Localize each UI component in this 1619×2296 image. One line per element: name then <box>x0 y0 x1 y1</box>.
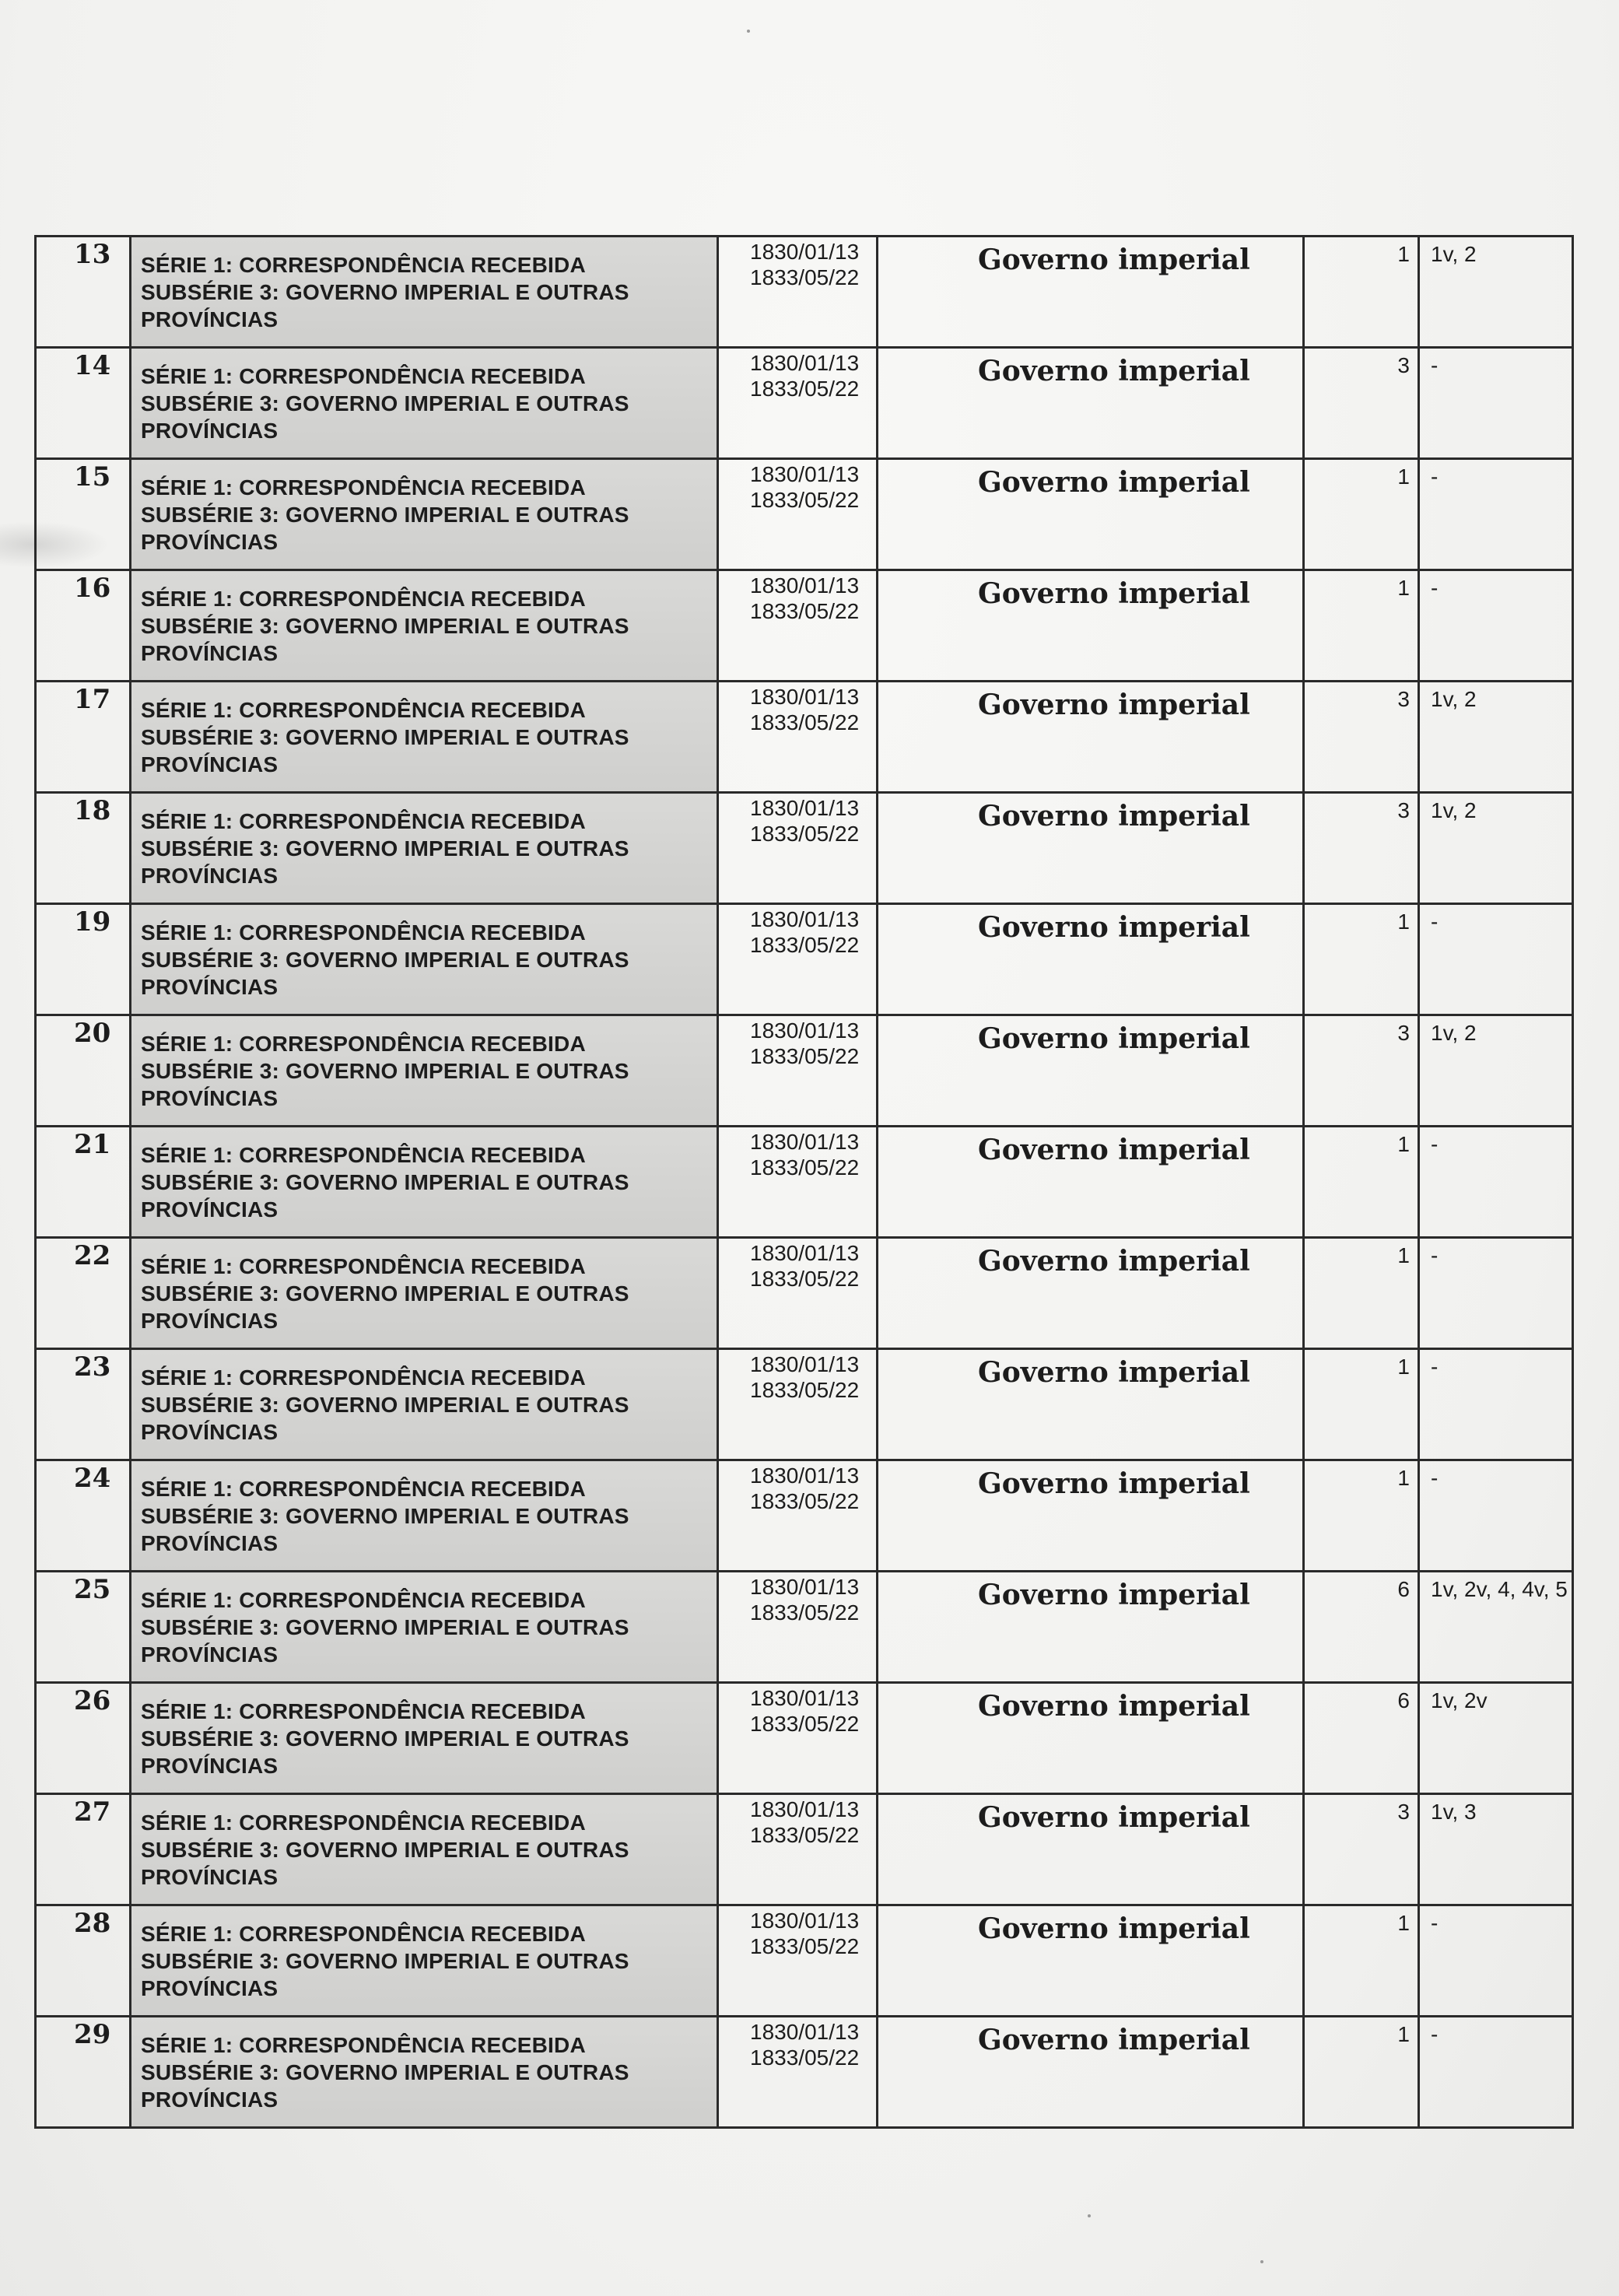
date-range <box>718 459 878 570</box>
producer: Governo imperial <box>878 1238 1304 1349</box>
date-end: 1833/05/22 <box>750 1155 860 1180</box>
series-title-line: SUBSÉRIE 3: GOVERNO IMPERIAL E OUTRAS <box>141 1838 629 1862</box>
series-title-line: SÉRIE 1: CORRESPONDÊNCIA RECEBIDA <box>141 1588 586 1612</box>
producer: Governo imperial <box>878 570 1304 682</box>
scan-speck <box>747 30 750 33</box>
date-range <box>718 1905 878 2017</box>
quantity: 6 <box>1304 1572 1419 1683</box>
date-start: 1830/01/13 <box>750 573 860 598</box>
folios: - <box>1419 348 1573 459</box>
table-row <box>36 570 1573 682</box>
item-number: 26 <box>36 1683 131 1794</box>
date-range <box>718 682 878 793</box>
series-title <box>131 348 718 459</box>
date-start: 1830/01/13 <box>750 1797 860 1821</box>
date-start: 1830/01/13 <box>750 2020 860 2044</box>
series-title-line: SÉRIE 1: CORRESPONDÊNCIA RECEBIDA <box>141 1365 586 1390</box>
date-start: 1830/01/13 <box>750 1575 860 1599</box>
series-title <box>131 1015 718 1127</box>
series-title-line: PROVÍNCIAS <box>141 864 279 888</box>
series-title <box>131 1349 718 1460</box>
series-title-line: SUBSÉRIE 3: GOVERNO IMPERIAL E OUTRAS <box>141 725 629 749</box>
folios: - <box>1419 1905 1573 2017</box>
inventory-table-body <box>36 237 1573 2128</box>
series-title-line: SÉRIE 1: CORRESPONDÊNCIA RECEBIDA <box>141 2033 586 2057</box>
item-number: 27 <box>36 1794 131 1905</box>
table-row <box>36 682 1573 793</box>
date-start: 1830/01/13 <box>750 1463 860 1488</box>
folios: - <box>1419 1460 1573 1572</box>
date-end: 1833/05/22 <box>750 822 860 846</box>
item-number: 21 <box>36 1127 131 1238</box>
item-number: 24 <box>36 1460 131 1572</box>
producer: Governo imperial <box>878 237 1304 348</box>
table-row <box>36 1238 1573 1349</box>
series-title-line: SUBSÉRIE 3: GOVERNO IMPERIAL E OUTRAS <box>141 1281 629 1306</box>
date-end: 1833/05/22 <box>750 1378 860 1402</box>
table-row <box>36 904 1573 1015</box>
series-title-line: SUBSÉRIE 3: GOVERNO IMPERIAL E OUTRAS <box>141 2060 629 2084</box>
folios: 1v, 2 <box>1419 1015 1573 1127</box>
series-title <box>131 1460 718 1572</box>
series-title-line: SÉRIE 1: CORRESPONDÊNCIA RECEBIDA <box>141 809 586 833</box>
folios: 1v, 2 <box>1419 793 1573 904</box>
item-number: 20 <box>36 1015 131 1127</box>
quantity: 1 <box>1304 1127 1419 1238</box>
folios: - <box>1419 904 1573 1015</box>
series-title-line: SUBSÉRIE 3: GOVERNO IMPERIAL E OUTRAS <box>141 1170 629 1194</box>
table-row <box>36 1015 1573 1127</box>
series-title <box>131 1238 718 1349</box>
date-start: 1830/01/13 <box>750 1909 860 1933</box>
folios: 1v, 2v, 4, 4v, 5 <box>1419 1572 1573 1683</box>
series-title-line: PROVÍNCIAS <box>141 1420 279 1444</box>
series-title <box>131 1794 718 1905</box>
item-number: 15 <box>36 459 131 570</box>
quantity: 3 <box>1304 793 1419 904</box>
series-title <box>131 682 718 793</box>
series-title-line: PROVÍNCIAS <box>141 1754 279 1778</box>
item-number: 13 <box>36 237 131 348</box>
item-number: 25 <box>36 1572 131 1683</box>
series-title-line: SÉRIE 1: CORRESPONDÊNCIA RECEBIDA <box>141 1922 586 1946</box>
series-title-line: SUBSÉRIE 3: GOVERNO IMPERIAL E OUTRAS <box>141 1615 629 1639</box>
series-title-line: SÉRIE 1: CORRESPONDÊNCIA RECEBIDA <box>141 698 586 722</box>
series-title-line: SUBSÉRIE 3: GOVERNO IMPERIAL E OUTRAS <box>141 1393 629 1417</box>
producer: Governo imperial <box>878 904 1304 1015</box>
series-title <box>131 1683 718 1794</box>
item-number: 29 <box>36 2017 131 2128</box>
series-title-line: PROVÍNCIAS <box>141 1309 279 1333</box>
series-title-line: PROVÍNCIAS <box>141 1086 279 1110</box>
producer: Governo imperial <box>878 459 1304 570</box>
item-number: 17 <box>36 682 131 793</box>
series-title <box>131 1905 718 2017</box>
date-end: 1833/05/22 <box>750 377 860 401</box>
series-title-line: SUBSÉRIE 3: GOVERNO IMPERIAL E OUTRAS <box>141 836 629 861</box>
quantity: 1 <box>1304 904 1419 1015</box>
date-end: 1833/05/22 <box>750 1600 860 1625</box>
date-end: 1833/05/22 <box>750 488 860 512</box>
quantity: 1 <box>1304 1460 1419 1572</box>
series-title-line: SUBSÉRIE 3: GOVERNO IMPERIAL E OUTRAS <box>141 503 629 527</box>
table-row <box>36 2017 1573 2128</box>
quantity: 1 <box>1304 1238 1419 1349</box>
table-row <box>36 1127 1573 1238</box>
producer: Governo imperial <box>878 1460 1304 1572</box>
folios: 1v, 2 <box>1419 237 1573 348</box>
series-title-line: SÉRIE 1: CORRESPONDÊNCIA RECEBIDA <box>141 1477 586 1501</box>
series-title <box>131 793 718 904</box>
series-title-line: PROVÍNCIAS <box>141 1865 279 1889</box>
quantity: 3 <box>1304 348 1419 459</box>
folios: - <box>1419 459 1573 570</box>
series-title-line: SÉRIE 1: CORRESPONDÊNCIA RECEBIDA <box>141 1143 586 1167</box>
series-title-line: SUBSÉRIE 3: GOVERNO IMPERIAL E OUTRAS <box>141 1726 629 1751</box>
item-number: 18 <box>36 793 131 904</box>
table-row <box>36 1572 1573 1683</box>
date-end: 1833/05/22 <box>750 1044 860 1068</box>
date-range <box>718 1794 878 1905</box>
producer: Governo imperial <box>878 348 1304 459</box>
date-start: 1830/01/13 <box>750 1130 860 1154</box>
series-title-line: SÉRIE 1: CORRESPONDÊNCIA RECEBIDA <box>141 364 586 388</box>
item-number: 19 <box>36 904 131 1015</box>
date-end: 1833/05/22 <box>750 2045 860 2070</box>
series-title-line: SÉRIE 1: CORRESPONDÊNCIA RECEBIDA <box>141 1032 586 1056</box>
date-end: 1833/05/22 <box>750 1934 860 1958</box>
producer: Governo imperial <box>878 1683 1304 1794</box>
folios: - <box>1419 2017 1573 2128</box>
item-number: 14 <box>36 348 131 459</box>
series-title <box>131 1127 718 1238</box>
series-title-line: SÉRIE 1: CORRESPONDÊNCIA RECEBIDA <box>141 475 586 500</box>
series-title <box>131 237 718 348</box>
producer: Governo imperial <box>878 1349 1304 1460</box>
date-end: 1833/05/22 <box>750 599 860 623</box>
series-title-line: PROVÍNCIAS <box>141 419 279 443</box>
series-title-line: PROVÍNCIAS <box>141 530 279 554</box>
series-title-line: SÉRIE 1: CORRESPONDÊNCIA RECEBIDA <box>141 587 586 611</box>
date-start: 1830/01/13 <box>750 1241 860 1265</box>
folios: - <box>1419 1349 1573 1460</box>
producer: Governo imperial <box>878 2017 1304 2128</box>
series-title-line: SÉRIE 1: CORRESPONDÊNCIA RECEBIDA <box>141 1811 586 1835</box>
table-row <box>36 1683 1573 1794</box>
folios: - <box>1419 1238 1573 1349</box>
table-row <box>36 1794 1573 1905</box>
folios: 1v, 3 <box>1419 1794 1573 1905</box>
date-end: 1833/05/22 <box>750 1823 860 1847</box>
producer: Governo imperial <box>878 1127 1304 1238</box>
item-number: 23 <box>36 1349 131 1460</box>
date-range <box>718 793 878 904</box>
producer: Governo imperial <box>878 793 1304 904</box>
date-range <box>718 570 878 682</box>
quantity: 1 <box>1304 2017 1419 2128</box>
date-start: 1830/01/13 <box>750 685 860 709</box>
series-title <box>131 459 718 570</box>
series-title-line: PROVÍNCIAS <box>141 1531 279 1555</box>
series-title-line: SUBSÉRIE 3: GOVERNO IMPERIAL E OUTRAS <box>141 280 629 304</box>
table-row <box>36 348 1573 459</box>
date-range <box>718 1015 878 1127</box>
series-title-line: PROVÍNCIAS <box>141 641 279 665</box>
table-row <box>36 459 1573 570</box>
series-title-line: PROVÍNCIAS <box>141 307 279 331</box>
date-start: 1830/01/13 <box>750 1352 860 1376</box>
series-title-line: PROVÍNCIAS <box>141 975 279 999</box>
series-title-line: SÉRIE 1: CORRESPONDÊNCIA RECEBIDA <box>141 1699 586 1723</box>
date-range <box>718 1127 878 1238</box>
series-title-line: SÉRIE 1: CORRESPONDÊNCIA RECEBIDA <box>141 920 586 945</box>
date-start: 1830/01/13 <box>750 1018 860 1043</box>
producer: Governo imperial <box>878 682 1304 793</box>
item-number: 28 <box>36 1905 131 2017</box>
item-number: 22 <box>36 1238 131 1349</box>
date-range <box>718 1460 878 1572</box>
folios: 1v, 2 <box>1419 682 1573 793</box>
series-title <box>131 2017 718 2128</box>
series-title <box>131 570 718 682</box>
series-title-line: SUBSÉRIE 3: GOVERNO IMPERIAL E OUTRAS <box>141 948 629 972</box>
series-title-line: PROVÍNCIAS <box>141 2087 279 2112</box>
date-start: 1830/01/13 <box>750 796 860 820</box>
quantity: 1 <box>1304 570 1419 682</box>
date-start: 1830/01/13 <box>750 240 860 264</box>
date-range <box>718 2017 878 2128</box>
quantity: 1 <box>1304 1349 1419 1460</box>
table-row <box>36 1349 1573 1460</box>
date-start: 1830/01/13 <box>750 462 860 486</box>
producer: Governo imperial <box>878 1905 1304 2017</box>
series-title-line: SUBSÉRIE 3: GOVERNO IMPERIAL E OUTRAS <box>141 1504 629 1528</box>
date-range <box>718 237 878 348</box>
series-title <box>131 904 718 1015</box>
date-range <box>718 904 878 1015</box>
scan-speck <box>1260 2260 1263 2263</box>
table-row <box>36 237 1573 348</box>
table-row <box>36 793 1573 904</box>
series-title-line: PROVÍNCIAS <box>141 752 279 776</box>
inventory-table <box>34 235 1574 2129</box>
quantity: 3 <box>1304 1015 1419 1127</box>
scan-speck <box>1088 2214 1091 2217</box>
date-range <box>718 1349 878 1460</box>
series-title-line: SUBSÉRIE 3: GOVERNO IMPERIAL E OUTRAS <box>141 1059 629 1083</box>
quantity: 3 <box>1304 1794 1419 1905</box>
producer: Governo imperial <box>878 1015 1304 1127</box>
table-row <box>36 1905 1573 2017</box>
date-end: 1833/05/22 <box>750 1489 860 1513</box>
series-title-line: SÉRIE 1: CORRESPONDÊNCIA RECEBIDA <box>141 253 586 277</box>
series-title-line: PROVÍNCIAS <box>141 1976 279 2000</box>
date-start: 1830/01/13 <box>750 351 860 375</box>
series-title-line: SUBSÉRIE 3: GOVERNO IMPERIAL E OUTRAS <box>141 1949 629 1973</box>
quantity: 1 <box>1304 237 1419 348</box>
folios: 1v, 2v <box>1419 1683 1573 1794</box>
series-title-line: SÉRIE 1: CORRESPONDÊNCIA RECEBIDA <box>141 1254 586 1278</box>
date-range <box>718 1238 878 1349</box>
folios: - <box>1419 570 1573 682</box>
series-title-line: PROVÍNCIAS <box>141 1642 279 1667</box>
date-start: 1830/01/13 <box>750 1686 860 1710</box>
quantity: 6 <box>1304 1683 1419 1794</box>
producer: Governo imperial <box>878 1572 1304 1683</box>
quantity: 1 <box>1304 459 1419 570</box>
series-title-line: SUBSÉRIE 3: GOVERNO IMPERIAL E OUTRAS <box>141 391 629 415</box>
date-range <box>718 1683 878 1794</box>
date-end: 1833/05/22 <box>750 933 860 957</box>
quantity: 1 <box>1304 1905 1419 2017</box>
date-end: 1833/05/22 <box>750 1712 860 1736</box>
quantity: 3 <box>1304 682 1419 793</box>
date-end: 1833/05/22 <box>750 1267 860 1291</box>
series-title-line: PROVÍNCIAS <box>141 1197 279 1222</box>
date-end: 1833/05/22 <box>750 265 860 289</box>
date-start: 1830/01/13 <box>750 907 860 931</box>
series-title <box>131 1572 718 1683</box>
date-range <box>718 1572 878 1683</box>
folios: - <box>1419 1127 1573 1238</box>
date-end: 1833/05/22 <box>750 710 860 734</box>
item-number: 16 <box>36 570 131 682</box>
series-title-line: SUBSÉRIE 3: GOVERNO IMPERIAL E OUTRAS <box>141 614 629 638</box>
date-range <box>718 348 878 459</box>
producer: Governo imperial <box>878 1794 1304 1905</box>
table-row <box>36 1460 1573 1572</box>
